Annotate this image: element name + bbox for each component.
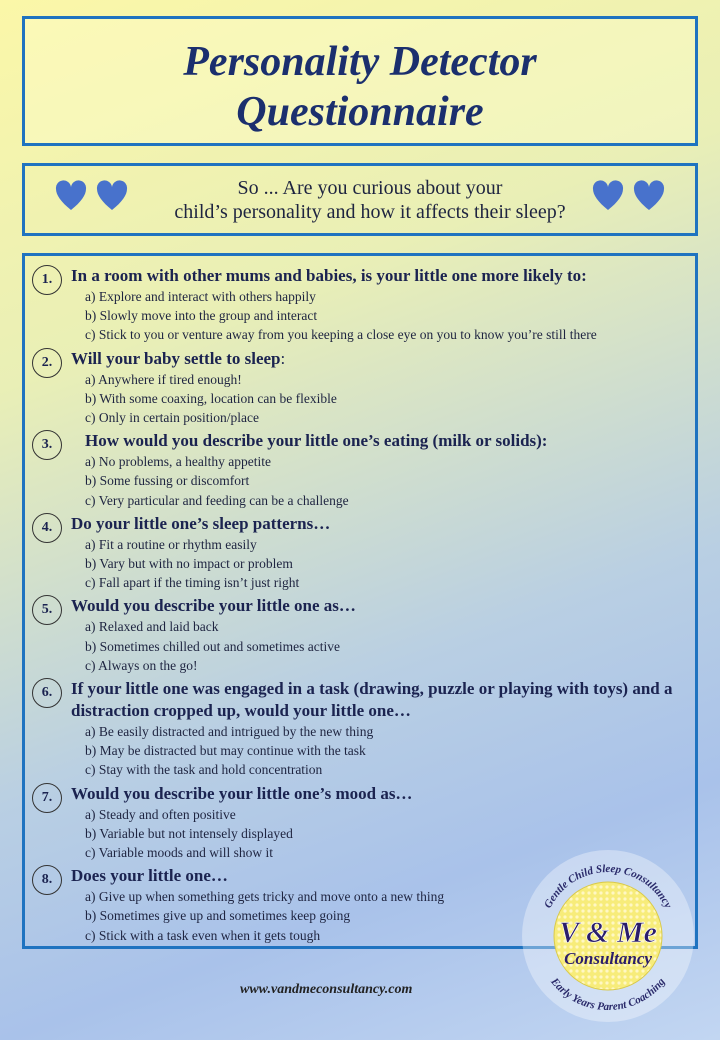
intro-box: [22, 163, 698, 236]
answer-option: b) Vary but with no impact or problem: [85, 556, 293, 572]
answer-option: a) Fit a routine or rhythm easily: [85, 536, 257, 552]
footer-url[interactable]: www.vandmeconsultancy.com: [240, 982, 413, 997]
question-6: [25, 675, 695, 780]
question-4: [25, 510, 695, 593]
answer-option: c) Stay with the task and hold concentration: [85, 762, 323, 778]
answer-option: a) No problems, a healthy appetite: [85, 454, 271, 470]
heart-icon: [96, 180, 128, 212]
heart-icon: [633, 180, 665, 212]
question-number: 1.: [32, 265, 62, 295]
question-text: Do your little one’s sleep patterns…: [71, 513, 331, 533]
question-number: 2.: [32, 348, 62, 378]
answer-option: a) Relaxed and laid back: [85, 619, 219, 635]
answer-option: c) Always on the go!: [85, 657, 198, 673]
question-text: Does your little one…: [71, 866, 228, 886]
question-text: In a room with other mums and babies, is your little one more likely to:: [71, 266, 587, 285]
answer-option: c) Stick to you or venture away from you keeping a close eye on you to know you’re still there: [85, 327, 597, 343]
heart-icon: [55, 180, 87, 212]
title-line-2: Questionnaire: [236, 89, 484, 135]
answer-option: b) Sometimes give up and sometimes keep going: [85, 908, 351, 924]
answer-option: a) Give up when something gets tricky and move onto a new thing: [85, 889, 445, 905]
answer-option: b) May be distracted but may continue with the task: [85, 743, 366, 759]
question-text: Will your baby settle to sleep:: [71, 348, 286, 368]
answer-option: c) Very particular and feeding can be a challenge: [85, 492, 349, 508]
question-number: 5.: [32, 595, 62, 625]
question-text: Would you describe your little one’s mood as…: [71, 783, 413, 803]
question-text: Would you describe your little one as…: [71, 596, 356, 616]
question-2: [25, 345, 695, 428]
page-title: [25, 19, 695, 137]
question-number: 3.: [32, 430, 62, 460]
question-1: [25, 262, 695, 345]
question-list: [25, 262, 695, 945]
answer-option: b) Some fussing or discomfort: [85, 473, 250, 489]
question-5: [25, 592, 695, 675]
answer-option: c) Only in certain position/place: [85, 410, 259, 426]
question-text: If your little one was engaged in a task (drawing, puzzle or playing with toys) and a distraction cropped up, would your little one…: [71, 679, 673, 721]
answer-option: a) Explore and interact with others happily: [85, 289, 316, 304]
logo-bottom-text: Early Years Parent Coaching: [548, 975, 668, 1014]
consultancy-logo: [520, 848, 696, 1024]
answer-option: c) Fall apart if the timing isn’t just right: [85, 575, 300, 591]
question-number: 4.: [32, 513, 62, 543]
heart-icon: [592, 180, 624, 212]
question-3: [25, 427, 695, 510]
logo-top-text: Gentle Child Sleep Consultancy: [542, 862, 675, 911]
question-text: How would you describe your little one’s eating (milk or solids):: [85, 431, 548, 451]
intro-text: So ... Are you curious about your child’s personality and how it affects their sleep?: [174, 177, 566, 223]
title-line-1: Personality Detector: [183, 39, 537, 85]
answer-option: b) Sometimes chilled out and sometimes active: [85, 638, 340, 654]
answer-option: c) Stick with a task even when it gets tough: [85, 927, 321, 943]
question-number: 7.: [32, 783, 62, 813]
answer-option: a) Be easily distracted and intrigued by the new thing: [85, 724, 374, 740]
answer-option: a) Anywhere if tired enough!: [85, 371, 242, 387]
questions-box: [22, 253, 698, 949]
answer-option: b) With some coaxing, location can be flexible: [85, 390, 337, 406]
question-number: 8.: [32, 865, 62, 895]
logo-sub-text: Consultancy: [564, 949, 652, 968]
answer-option: c) Variable moods and will show it: [85, 845, 273, 861]
title-box: [22, 16, 698, 146]
answer-option: b) Slowly move into the group and interact: [85, 308, 318, 324]
question-number: 6.: [32, 678, 62, 708]
logo-main-text: V & Me: [559, 916, 657, 949]
answer-option: b) Variable but not intensely displayed: [85, 825, 293, 841]
answer-option: a) Steady and often positive: [85, 806, 236, 822]
